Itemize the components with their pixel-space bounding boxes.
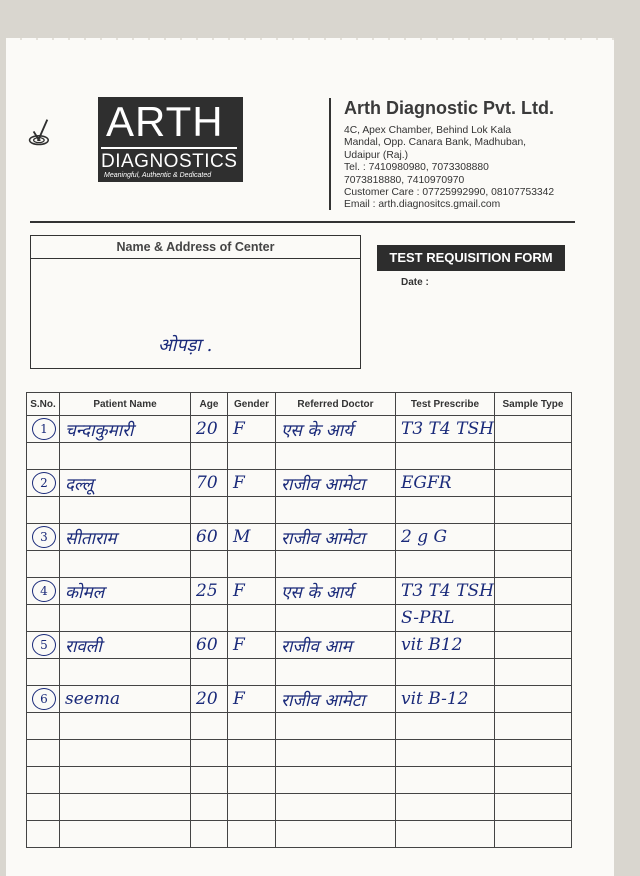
table-cell xyxy=(396,740,495,767)
table-cell xyxy=(495,551,572,578)
table-cell xyxy=(396,767,495,794)
table-row xyxy=(27,794,572,821)
phone-line: Tel. : 7410980980, 7073308880 xyxy=(344,162,489,174)
table-cell xyxy=(495,524,572,551)
table-cell xyxy=(276,497,396,524)
table-cell xyxy=(276,605,396,632)
patient-table xyxy=(26,392,572,848)
table-row xyxy=(27,821,572,848)
table-cell: 20 xyxy=(191,416,228,443)
serial-number: 1 xyxy=(32,418,56,440)
table-cell: राजीव आमेटा xyxy=(276,524,396,551)
table-row xyxy=(27,659,572,686)
table-row xyxy=(27,767,572,794)
table-header-row xyxy=(27,393,572,416)
table-row xyxy=(27,443,572,470)
company-details xyxy=(344,98,604,212)
table-cell xyxy=(191,713,228,740)
table-cell xyxy=(27,578,60,605)
col-sno: S.No. xyxy=(27,393,60,416)
col-age: Age xyxy=(191,393,228,416)
table-cell xyxy=(228,443,276,470)
table-row xyxy=(27,713,572,740)
phone-line: 7073818880, 7410970970 xyxy=(344,174,465,186)
col-test-prescribe: Test Prescribe xyxy=(396,393,495,416)
table-row xyxy=(27,605,572,632)
center-box-title: Name & Address of Center xyxy=(31,236,360,259)
table-cell xyxy=(27,524,60,551)
table-cell xyxy=(27,497,60,524)
table-cell xyxy=(495,767,572,794)
email-line: Email : arth.diagnositcs.gmail.com xyxy=(344,199,501,211)
table-cell xyxy=(191,605,228,632)
table-cell xyxy=(396,659,495,686)
serial-number: 3 xyxy=(32,526,56,548)
table-cell xyxy=(396,551,495,578)
col-gender: Gender xyxy=(228,393,276,416)
table-cell xyxy=(495,632,572,659)
table-cell xyxy=(27,605,60,632)
table-cell: seema xyxy=(60,686,191,713)
table-cell xyxy=(27,632,60,659)
table-cell: राजीव आमेटा xyxy=(276,686,396,713)
table-cell xyxy=(276,713,396,740)
table-cell xyxy=(27,740,60,767)
table-row xyxy=(27,497,572,524)
table-cell xyxy=(60,821,191,848)
table-cell xyxy=(191,551,228,578)
table-cell: दल्लू xyxy=(60,470,191,497)
table-row xyxy=(27,578,572,605)
header-rule xyxy=(30,221,575,223)
table-cell xyxy=(60,605,191,632)
table-cell xyxy=(495,821,572,848)
col-sample-type: Sample Type xyxy=(495,393,572,416)
address-line: Mandal, Opp. Canara Bank, Madhuban, xyxy=(344,137,527,149)
table-row xyxy=(27,524,572,551)
table-cell xyxy=(228,767,276,794)
serial-number: 5 xyxy=(32,634,56,656)
table-cell xyxy=(191,740,228,767)
brand-name: ARTH xyxy=(106,98,224,145)
form-title: TEST REQUISITION FORM xyxy=(377,245,565,271)
table-cell: 2 g G xyxy=(396,524,495,551)
table-cell xyxy=(276,443,396,470)
address-line: 4C, Apex Chamber, Behind Lok Kala xyxy=(344,125,512,136)
table-cell xyxy=(495,443,572,470)
table-cell xyxy=(191,821,228,848)
table-cell: M xyxy=(228,524,276,551)
table-cell xyxy=(191,767,228,794)
table-cell: कोमल xyxy=(60,578,191,605)
table-cell xyxy=(495,794,572,821)
table-cell: सीताराम xyxy=(60,524,191,551)
table-cell xyxy=(27,794,60,821)
table-cell xyxy=(27,659,60,686)
table-cell xyxy=(495,605,572,632)
serial-number: 4 xyxy=(32,580,56,602)
table-cell xyxy=(191,443,228,470)
col-patient-name: Patient Name xyxy=(60,393,191,416)
table-cell: रावली xyxy=(60,632,191,659)
table-cell: चन्दाकुमारी xyxy=(60,416,191,443)
serial-number: 2 xyxy=(32,472,56,494)
table-cell xyxy=(228,740,276,767)
table-cell xyxy=(228,497,276,524)
table-cell: एस के आर्य xyxy=(276,578,396,605)
table-cell xyxy=(60,767,191,794)
table-cell xyxy=(495,659,572,686)
table-cell xyxy=(228,713,276,740)
customer-care-line: Customer Care : 07725992990, 08107753342 xyxy=(344,187,555,199)
header-divider xyxy=(329,98,331,210)
brand-subtitle: DIAGNOSTICS xyxy=(101,147,237,173)
table-cell xyxy=(228,659,276,686)
table-cell xyxy=(60,713,191,740)
address-line: Udaipur (Raj.) xyxy=(344,149,409,161)
table-cell xyxy=(27,470,60,497)
table-cell: F xyxy=(228,632,276,659)
table-cell xyxy=(396,497,495,524)
table-cell xyxy=(396,443,495,470)
col-referred-doctor: Referred Doctor xyxy=(276,393,396,416)
serial-number: 6 xyxy=(32,688,56,710)
table-cell: vit B12 xyxy=(396,632,495,659)
table-row xyxy=(27,686,572,713)
table-cell xyxy=(276,821,396,848)
table-cell: 60 xyxy=(191,524,228,551)
table-row xyxy=(27,740,572,767)
table-cell xyxy=(495,713,572,740)
table-cell xyxy=(60,443,191,470)
table-cell: F xyxy=(228,578,276,605)
table-row xyxy=(27,632,572,659)
table-cell xyxy=(27,821,60,848)
table-cell: राजीव आम xyxy=(276,632,396,659)
table-cell xyxy=(191,659,228,686)
table-cell xyxy=(495,497,572,524)
table-row xyxy=(27,551,572,578)
table-cell xyxy=(228,551,276,578)
table-cell: F xyxy=(228,416,276,443)
table-cell: F xyxy=(228,686,276,713)
table-cell: 25 xyxy=(191,578,228,605)
table-cell xyxy=(396,713,495,740)
date-label: Date : xyxy=(401,277,429,288)
table-cell xyxy=(27,443,60,470)
table-cell xyxy=(276,551,396,578)
table-cell xyxy=(228,821,276,848)
company-name: Arth Diagnostic Pvt. Ltd. xyxy=(344,98,555,118)
table-cell xyxy=(60,551,191,578)
table-cell xyxy=(495,416,572,443)
table-row xyxy=(27,470,572,497)
table-cell xyxy=(60,740,191,767)
table-cell xyxy=(396,794,495,821)
table-cell xyxy=(228,605,276,632)
table-cell xyxy=(191,794,228,821)
table-cell: F xyxy=(228,470,276,497)
table-cell xyxy=(60,497,191,524)
table-cell xyxy=(495,578,572,605)
table-cell xyxy=(60,794,191,821)
center-handwritten-note: ओपड़ा . xyxy=(158,335,213,356)
table-cell xyxy=(60,659,191,686)
table-cell: T3 T4 TSH xyxy=(396,416,495,443)
table-cell xyxy=(191,497,228,524)
table-cell xyxy=(27,416,60,443)
table-cell: 60 xyxy=(191,632,228,659)
table-cell xyxy=(495,470,572,497)
table-cell xyxy=(495,686,572,713)
table-row xyxy=(27,416,572,443)
table-cell xyxy=(27,551,60,578)
brand-tagline: Meaningful, Authentic & Dedicated xyxy=(104,172,212,179)
table-cell: EGFR xyxy=(396,470,495,497)
table-cell xyxy=(27,713,60,740)
table-cell xyxy=(228,794,276,821)
table-cell xyxy=(276,794,396,821)
table-cell xyxy=(276,740,396,767)
table-cell xyxy=(495,740,572,767)
table-cell: राजीव आमेटा xyxy=(276,470,396,497)
table-cell: 20 xyxy=(191,686,228,713)
table-cell: T3 T4 TSH xyxy=(396,578,495,605)
table-cell: एस के आर्य xyxy=(276,416,396,443)
table-cell xyxy=(276,659,396,686)
table-cell xyxy=(276,767,396,794)
table-cell: vit B-12 xyxy=(396,686,495,713)
arth-logo-target-icon xyxy=(28,95,98,185)
table-cell xyxy=(27,686,60,713)
table-cell: S-PRL xyxy=(396,605,495,632)
table-cell xyxy=(396,821,495,848)
table-cell: 70 xyxy=(191,470,228,497)
table-cell xyxy=(27,767,60,794)
